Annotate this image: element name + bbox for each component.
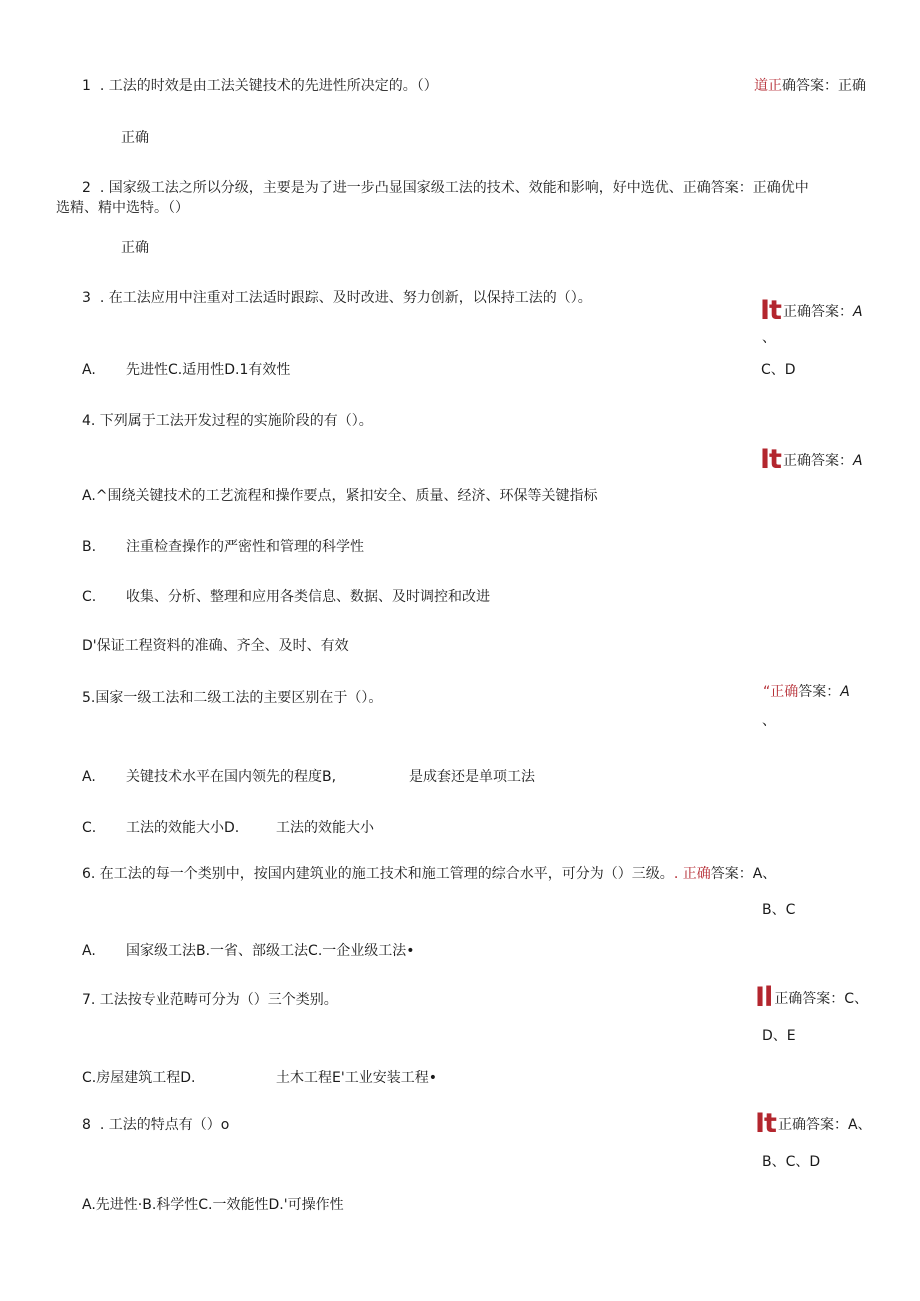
question-5-option-c: C. 工法的效能大小D. — [82, 820, 240, 836]
question-1-result: 正确 — [121, 130, 149, 146]
question-3-option-a: A. 先进性C.适用性D.1有效性 — [82, 362, 291, 378]
question-6-stem: 6. 在工法的每一个类别中，按国内建筑业的施工技术和施工管理的综合水平，可分为（）三级。. 正确答案：A、 — [82, 866, 777, 882]
question-8-options: A.先进性·B.科学性C.一效能性D.'可操作性 — [82, 1197, 344, 1213]
question-3-stem: 3 . 在工法应用中注重对工法适时跟踪、及时改进、努力创新，以保持工法的（）。 — [82, 290, 592, 306]
question-1-number: 1 — [82, 78, 91, 94]
question-4-stem: 4. 下列属于工法开发过程的实施阶段的有（）。 — [82, 413, 373, 429]
answer-mark: “正确 — [763, 684, 799, 700]
question-4-option-d: D'保证工程资料的准确、齐全、及时、有效 — [82, 638, 349, 654]
question-7-option-d-e: 土木工程E'工业安装工程• — [276, 1070, 437, 1086]
question-6-answer: 答案：A、 — [710, 866, 777, 882]
question-2-stem-line-1: 2 . 国家级工法之所以分级，主要是为了进一步凸显国家级工法的技术、效能和影响，好中选优、正确答案：正确优中 — [82, 180, 809, 196]
question-8-stem: 8 . 工法的特点有（）o — [82, 1117, 230, 1133]
question-6-answer-continued: B、C — [762, 902, 796, 918]
question-2-stem-line-2: 选精、精中选特。（） — [56, 200, 189, 216]
question-4-answer: It 正确答案：A — [760, 444, 863, 475]
question-5-answer: “正确答案：A — [763, 684, 850, 700]
question-1-answer: 道正确答案：正确 — [754, 78, 866, 94]
answer-mark: . 正确 — [673, 866, 711, 882]
question-2-answer: 正确答案：正确 — [682, 180, 781, 196]
question-4-option-b: B. 注重检查操作的严密性和管理的科学性 — [82, 539, 364, 555]
question-5-option-b: 是成套还是单项工法 — [409, 769, 535, 785]
question-8-number: 8 — [82, 1117, 91, 1133]
question-4-option-c: C. 收集、分析、整理和应用各类信息、数据、及时调控和改进 — [82, 589, 490, 605]
question-7-stem: 7. 工法按专业范畴可分为（）三个类别。 — [82, 992, 338, 1008]
answer-mark: Il — [755, 982, 773, 1013]
answer-mark: It — [760, 295, 781, 326]
question-6-option-a: A. 国家级工法B.一省、部级工法C.一企业级工法• — [82, 943, 415, 959]
question-2-number: 2 — [82, 180, 91, 196]
question-7-answer: Il 正确答案：C、 — [755, 982, 869, 1013]
question-7-option-c: C.房屋建筑工程D. — [82, 1070, 196, 1086]
question-5-stem: 5.国家一级工法和二级工法的主要区别在于（）。 — [82, 690, 383, 706]
question-3-number: 3 — [82, 290, 91, 306]
question-1-stem: 1 . 工法的时效是由工法关键技术的先进性所决定的。（） — [82, 78, 438, 94]
answer-mark: 道正 — [754, 78, 782, 94]
answer-mark: It — [760, 444, 781, 475]
question-5-option-d: 工法的效能大小 — [276, 820, 374, 836]
question-3-answer-separator: 、 — [762, 330, 776, 346]
question-8-answer: It 正确答案：A、 — [755, 1108, 872, 1139]
question-8-answer-continued: B、C、D — [762, 1154, 821, 1170]
question-3-answer-continued: C、D — [761, 362, 796, 378]
answer-mark: It — [755, 1108, 776, 1139]
question-2-result: 正确 — [121, 240, 149, 256]
question-3-answer: It 正确答案：A — [760, 295, 863, 326]
question-7-answer-continued: D、E — [762, 1028, 796, 1044]
question-4-option-a: A.^围绕关键技术的工艺流程和操作要点，紧扣安全、质量、经济、环保等关键指标 — [82, 488, 598, 504]
question-5-answer-separator: 、 — [762, 713, 776, 729]
question-5-option-a: A. 关键技术水平在国内领先的程度B, — [82, 769, 337, 785]
